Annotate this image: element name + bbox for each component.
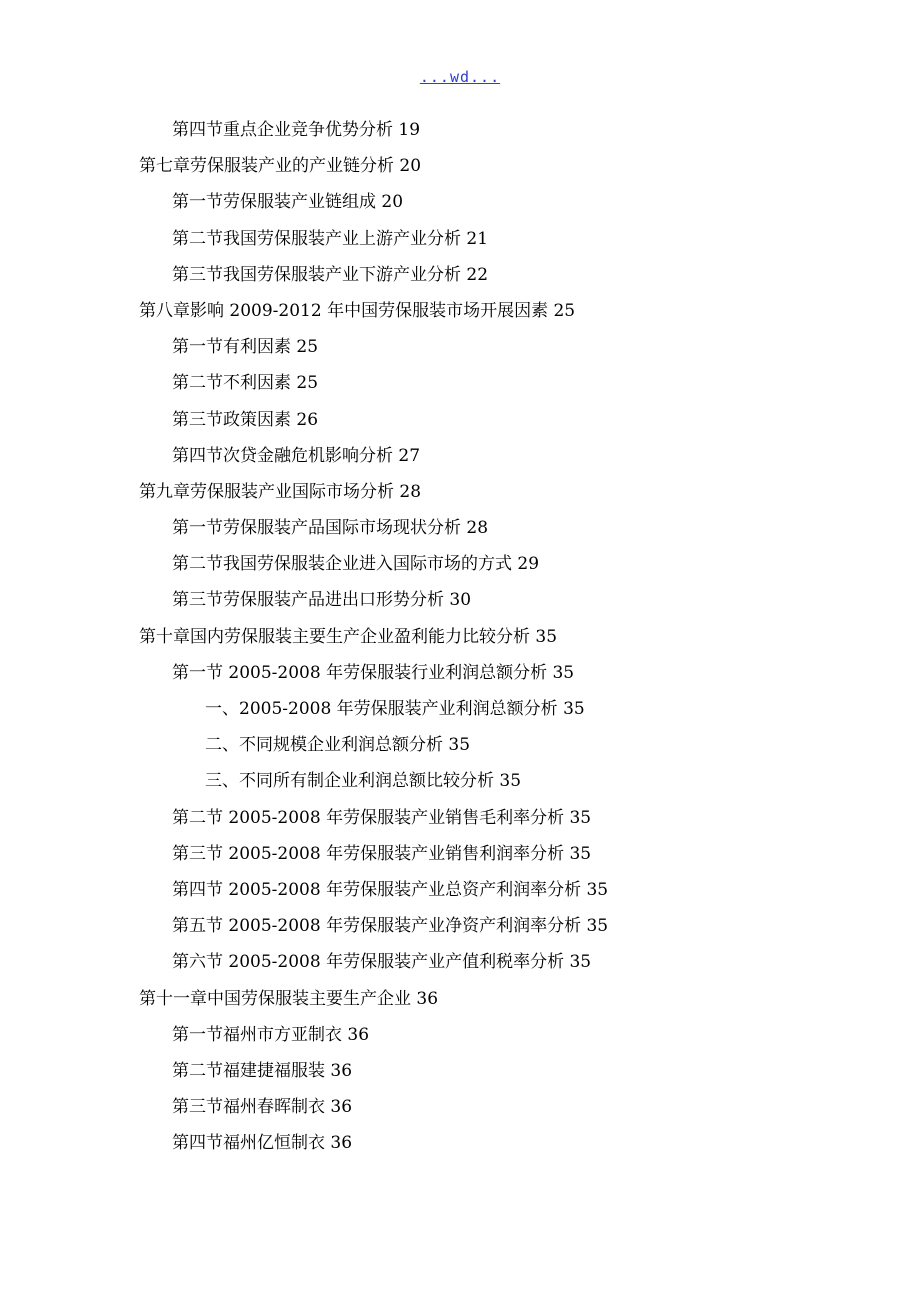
toc-entry: 第四节福州亿恒制衣 36 [172,1133,353,1154]
toc-entry: 第八章影响 2009-2012 年中国劳保服装市场开展因素 25 [139,300,576,321]
toc-entry: 第四节重点企业竞争优势分析 19 [172,120,421,140]
toc-entry: 第九章劳保服装产业国际市场分析 28 [139,481,422,502]
toc-entry: 第一节劳保服装产业链组成 20 [172,192,404,213]
toc-entry: 第四节次贷金融危机影响分析 27 [172,445,421,466]
toc-entry: 三、不同所有制企业利润总额比较分析 35 [205,771,522,792]
toc-entry: 第一节 2005-2008 年劳保服装行业利润总额分析 35 [172,662,575,683]
table-of-contents [0,112,920,1161]
toc-entry: 第一节劳保服装产品国际市场现状分析 28 [172,518,489,539]
toc-entry: 第三节 2005-2008 年劳保服装产业销售利润率分析 35 [172,843,592,864]
toc-entry: 第一节有利因素 25 [172,337,319,358]
toc-entry: 第五节 2005-2008 年劳保服装产业净资产利润率分析 35 [172,916,609,937]
toc-entry: 第二节不利因素 25 [172,373,319,394]
page-header-mark: ...wd... [419,68,501,86]
toc-entry: 一、2005-2008 年劳保服装产业利润总额分析 35 [205,699,585,719]
toc-entry: 第三节劳保服装产品进出口形势分析 30 [172,590,472,611]
toc-entry: 第二节 2005-2008 年劳保服装产业销售毛利率分析 35 [172,807,592,828]
toc-entry: 第六节 2005-2008 年劳保服装产业产值利税率分析 35 [172,952,592,973]
toc-entry: 第二节我国劳保服装产业上游产业分析 21 [172,228,489,249]
toc-entry: 第一节福州市方亚制衣 36 [172,1024,370,1045]
toc-entry: 第十一章中国劳保服装主要生产企业 36 [139,988,439,1009]
toc-entry: 第七章劳保服装产业的产业链分析 20 [139,156,422,177]
toc-entry: 第四节 2005-2008 年劳保服装产业总资产利润率分析 35 [172,879,609,900]
toc-entry: 第三节我国劳保服装产业下游产业分析 22 [172,264,489,285]
toc-entry: 第二节我国劳保服装企业进入国际市场的方式 29 [172,554,540,575]
toc-entry: 第二节福建捷福服装 36 [172,1060,353,1081]
toc-entry: 第三节政策因素 26 [172,409,319,430]
toc-entry: 第十章国内劳保服装主要生产企业盈利能力比较分析 35 [139,626,558,647]
toc-entry: 第三节福州春晖制衣 36 [172,1097,353,1118]
toc-entry: 二、不同规模企业利润总额分析 35 [205,735,471,756]
